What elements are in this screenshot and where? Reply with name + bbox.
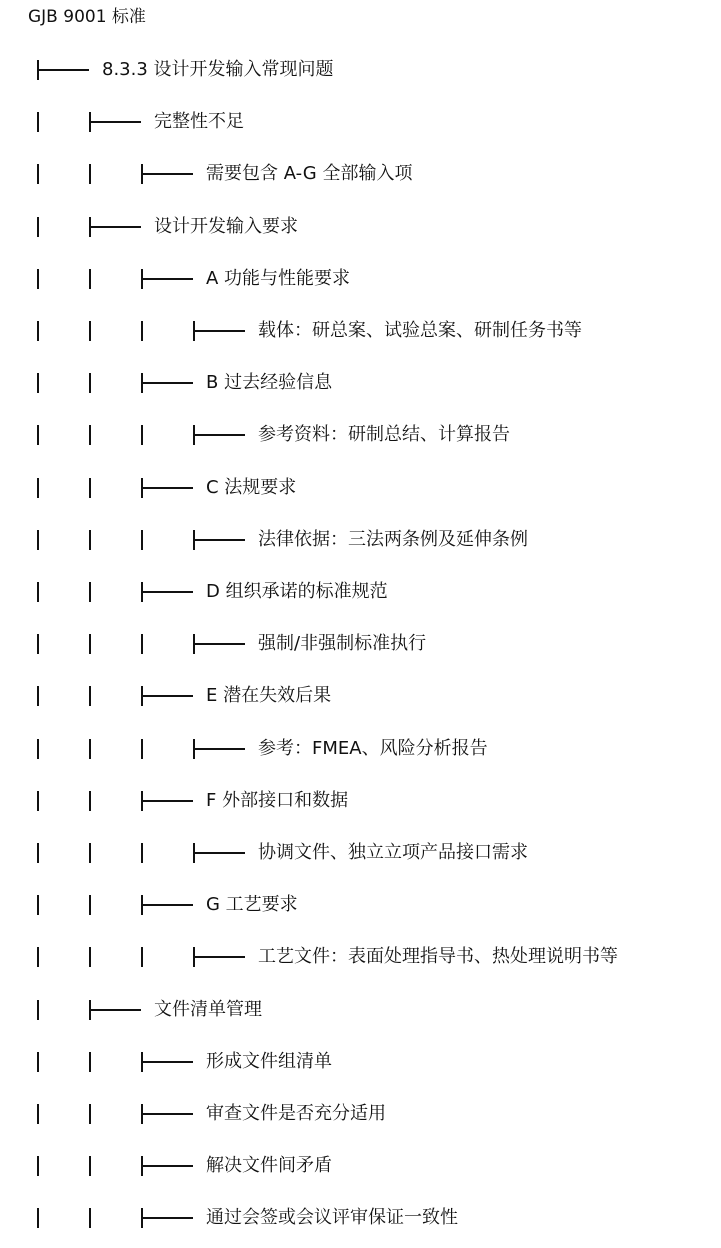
tree-branch-line	[193, 748, 245, 750]
tree-guide-line	[89, 895, 91, 915]
tree-node-label: 文件清单管理	[154, 999, 262, 1020]
tree-branch-line	[193, 330, 245, 332]
tree-row	[0, 265, 721, 293]
tree-branch-line	[193, 434, 245, 436]
tree-branch-line	[141, 904, 193, 906]
tree-guide-line	[141, 634, 143, 654]
tree-guide-line	[37, 634, 39, 654]
tree-guide-line	[89, 791, 91, 811]
tree-row	[0, 474, 721, 502]
tree-guide-line	[37, 686, 39, 706]
tree-branch-line	[141, 800, 193, 802]
tree-node-label: 参考：FMEA、风险分析报告	[258, 738, 488, 759]
tree-node-label: 8.3.3 设计开发输入常现问题	[102, 59, 334, 80]
tree-row	[0, 891, 721, 919]
tree-guide-line	[89, 634, 91, 654]
tree-branch-line	[89, 226, 141, 228]
tree-branch-line	[37, 69, 89, 71]
tree-row	[0, 996, 721, 1024]
tree-guide-line	[89, 1156, 91, 1176]
tree-node-label: 需要包含 A-G 全部输入项	[206, 163, 413, 184]
tree-branch-line	[141, 278, 193, 280]
tree-node-label: 解决文件间矛盾	[206, 1155, 332, 1176]
tree-guide-line	[141, 947, 143, 967]
tree-guide-line	[37, 164, 39, 184]
tree-branch-line	[141, 591, 193, 593]
tree-guide-line	[89, 530, 91, 550]
tree-guide-line	[141, 739, 143, 759]
tree-guide-line	[141, 425, 143, 445]
tree-guide-line	[37, 1208, 39, 1228]
tree-guide-line	[89, 269, 91, 289]
tree-node-label: 工艺文件：表面处理指导书、热处理说明书等	[258, 946, 618, 967]
tree-guide-line	[89, 478, 91, 498]
tree-branch-line	[141, 1165, 193, 1167]
tree-node-label: 载体：研总案、试验总案、研制任务书等	[258, 320, 582, 341]
tree-row	[0, 630, 721, 658]
tree-branch-line	[141, 695, 193, 697]
tree-guide-line	[37, 1156, 39, 1176]
tree-row	[0, 1152, 721, 1180]
tree-branch-line	[141, 173, 193, 175]
tree-branch-line	[193, 539, 245, 541]
tree-guide-line	[141, 843, 143, 863]
tree-row	[0, 1048, 721, 1076]
tree-branch-line	[193, 643, 245, 645]
tree-guide-line	[37, 217, 39, 237]
tree-guide-line	[37, 791, 39, 811]
tree-branch-line	[89, 121, 141, 123]
tree-guide-line	[141, 321, 143, 341]
tree-node-label: 形成文件组清单	[206, 1051, 332, 1072]
tree-node-label: F 外部接口和数据	[206, 790, 349, 811]
tree-guide-line	[89, 582, 91, 602]
tree-node-label: G 工艺要求	[206, 894, 298, 915]
tree-guide-line	[37, 112, 39, 132]
tree-branch-line	[193, 956, 245, 958]
tree-guide-line	[37, 947, 39, 967]
tree-guide-line	[89, 686, 91, 706]
tree-row	[0, 160, 721, 188]
tree-row	[0, 108, 721, 136]
tree-row	[0, 787, 721, 815]
tree-node-label: 设计开发输入要求	[154, 216, 298, 237]
tree-row	[0, 369, 721, 397]
tree-guide-line	[37, 1104, 39, 1124]
tree-node-label: 法律依据：三法两条例及延伸条例	[258, 529, 528, 550]
root-title: GJB 9001 标准	[28, 7, 146, 27]
tree-row	[0, 526, 721, 554]
tree-guide-line	[89, 1052, 91, 1072]
tree-node-label: C 法规要求	[206, 477, 297, 498]
tree-branch-line	[89, 1009, 141, 1011]
tree-branch-line	[193, 852, 245, 854]
tree-node-label: 强制/非强制标准执行	[258, 633, 427, 654]
tree-branch-line	[141, 1061, 193, 1063]
tree-row	[0, 735, 721, 763]
tree-guide-line	[37, 739, 39, 759]
tree-guide-line	[37, 895, 39, 915]
tree-node-label: 参考资料：研制总结、计算报告	[258, 424, 510, 445]
tree-guide-line	[37, 269, 39, 289]
tree-branch-line	[141, 1113, 193, 1115]
tree-guide-line	[141, 530, 143, 550]
tree-row	[0, 421, 721, 449]
tree-branch-line	[141, 382, 193, 384]
tree-guide-line	[89, 1104, 91, 1124]
tree-guide-line	[89, 425, 91, 445]
tree-node-label: 协调文件、独立立项产品接口需求	[258, 842, 528, 863]
tree-row	[0, 1100, 721, 1128]
tree-row	[0, 56, 721, 84]
tree-guide-line	[89, 373, 91, 393]
tree-row	[0, 1204, 721, 1232]
tree-guide-line	[37, 843, 39, 863]
tree-guide-line	[89, 321, 91, 341]
tree-guide-line	[37, 530, 39, 550]
tree-branch-line	[141, 487, 193, 489]
tree-node-label: 通过会签或会议评审保证一致性	[206, 1207, 458, 1228]
tree-branch-line	[141, 1217, 193, 1219]
tree-row	[0, 213, 721, 241]
tree-guide-line	[37, 582, 39, 602]
tree-row	[0, 943, 721, 971]
tree-guide-line	[89, 739, 91, 759]
tree-node-label: 完整性不足	[154, 111, 244, 132]
tree-guide-line	[37, 321, 39, 341]
tree-guide-line	[89, 164, 91, 184]
tree-node-label: 审查文件是否充分适用	[206, 1103, 386, 1124]
tree-guide-line	[89, 843, 91, 863]
tree-row	[0, 682, 721, 710]
tree-guide-line	[37, 478, 39, 498]
tree-node-label: A 功能与性能要求	[206, 268, 351, 289]
tree-guide-line	[89, 1208, 91, 1228]
tree-node-label: D 组织承诺的标准规范	[206, 581, 388, 602]
tree-guide-line	[37, 1052, 39, 1072]
tree-row	[0, 317, 721, 345]
tree-node-label: E 潜在失效后果	[206, 685, 332, 706]
tree-guide-line	[89, 947, 91, 967]
tree-row	[0, 839, 721, 867]
tree-node-label: B 过去经验信息	[206, 372, 333, 393]
tree-guide-line	[37, 1000, 39, 1020]
tree-guide-line	[37, 373, 39, 393]
tree-guide-line	[37, 425, 39, 445]
tree-row	[0, 578, 721, 606]
